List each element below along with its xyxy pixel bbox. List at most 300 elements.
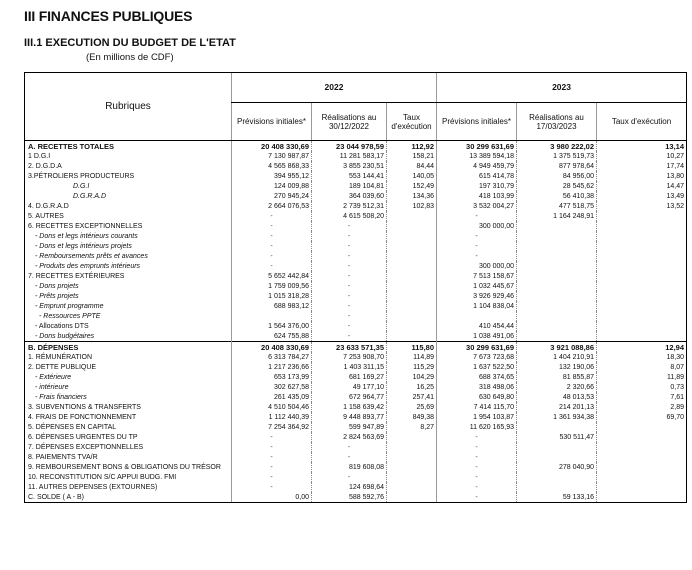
row-label: - Emprunt programme	[25, 301, 232, 311]
table-cell: 477 518,75	[517, 201, 597, 211]
row-label: 8. PAIEMENTS TVA/R	[25, 452, 232, 462]
col-header: Prévisions initiales*	[232, 103, 312, 141]
rubriques-header: Rubriques	[25, 73, 232, 141]
row-label: - intérieure	[25, 382, 232, 392]
table-cell	[517, 482, 597, 492]
table-row	[25, 492, 687, 503]
table-cell	[517, 311, 597, 321]
table-cell: 189 104,81	[312, 181, 387, 191]
table-row	[25, 432, 687, 442]
table-cell: 630 649,80	[437, 392, 517, 402]
row-label: 1 D.G.I	[25, 151, 232, 161]
table-cell: -	[312, 291, 387, 301]
table-cell: 257,41	[387, 392, 437, 402]
table-cell	[597, 211, 687, 221]
table-cell	[517, 422, 597, 432]
table-row	[25, 151, 687, 161]
table-cell: 114,89	[387, 352, 437, 362]
row-label: 10. RECONSTITUTION S/C APPUI BUDG. FMI	[25, 472, 232, 482]
table-cell: -	[437, 251, 517, 261]
table-cell: 8,07	[597, 362, 687, 372]
table-cell: -	[312, 241, 387, 251]
table-cell: 112,92	[387, 141, 437, 152]
table-cell: 5 652 442,84	[232, 271, 312, 281]
row-label: 5. DÉPENSES EN CAPITAL	[25, 422, 232, 432]
table-row	[25, 362, 687, 372]
table-cell: 124 009,88	[232, 181, 312, 191]
table-cell: -	[312, 221, 387, 231]
table-cell	[387, 211, 437, 221]
table-cell: 7 673 723,68	[437, 352, 517, 362]
table-cell: 1 164 248,91	[517, 211, 597, 221]
table-cell: 158,21	[387, 151, 437, 161]
row-label: - Dons budgétaires	[25, 331, 232, 342]
table-cell: 1 361 934,38	[517, 412, 597, 422]
table-cell: 1 759 009,56	[232, 281, 312, 291]
table-cell: 2,89	[597, 402, 687, 412]
row-label: - Frais financiers	[25, 392, 232, 402]
table-cell	[597, 442, 687, 452]
table-body	[25, 141, 687, 503]
table-cell: 553 144,41	[312, 171, 387, 181]
table-cell: 3 980 222,02	[517, 141, 597, 152]
table-cell: 819 608,08	[312, 462, 387, 472]
col-header: Taux d'exécution	[597, 103, 687, 141]
table-cell	[517, 251, 597, 261]
table-cell: 1 375 519,73	[517, 151, 597, 161]
table-cell: 9 448 893,77	[312, 412, 387, 422]
table-cell	[387, 452, 437, 462]
table-cell: 681 169,27	[312, 372, 387, 382]
table-cell: 30 299 631,69	[437, 342, 517, 353]
table-row	[25, 221, 687, 231]
table-cell	[517, 452, 597, 462]
table-cell: 849,38	[387, 412, 437, 422]
row-label: - Ressources PPTE	[25, 311, 232, 321]
table-cell: -	[312, 331, 387, 342]
table-cell: 2 664 076,53	[232, 201, 312, 211]
table-cell	[387, 251, 437, 261]
table-cell	[597, 321, 687, 331]
table-cell: 59 133,16	[517, 492, 597, 503]
table-cell: 302 627,58	[232, 382, 312, 392]
table-row	[25, 171, 687, 181]
table-cell	[597, 251, 687, 261]
table-cell: 30 299 631,69	[437, 141, 517, 152]
table-cell	[387, 321, 437, 331]
table-cell: -	[437, 482, 517, 492]
table-cell: -	[312, 271, 387, 281]
table-cell: -	[232, 251, 312, 261]
table-cell	[517, 291, 597, 301]
table-row	[25, 482, 687, 492]
table-cell	[597, 492, 687, 503]
table-cell	[597, 241, 687, 251]
table-cell: 13,49	[597, 191, 687, 201]
table-cell	[597, 291, 687, 301]
table-cell: 102,83	[387, 201, 437, 211]
col-header: Réalisations au 30/12/2022	[312, 103, 387, 141]
row-label: 3.PÉTROLIERS PRODUCTEURS	[25, 171, 232, 181]
row-label: 2. DETTE PUBLIQUE	[25, 362, 232, 372]
table-cell	[387, 472, 437, 482]
row-label: C. SOLDE ( A - B)	[25, 492, 232, 503]
table-cell: 588 592,76	[312, 492, 387, 503]
table-cell: 3 855 230,51	[312, 161, 387, 171]
table-cell	[387, 241, 437, 251]
table-cell: -	[312, 452, 387, 462]
table-cell: 653 173,99	[232, 372, 312, 382]
table-cell: 0,73	[597, 382, 687, 392]
year-header-2023: 2023	[437, 73, 687, 103]
table-cell: 134,36	[387, 191, 437, 201]
table-row	[25, 301, 687, 311]
table-cell: -	[437, 231, 517, 241]
table-row	[25, 251, 687, 261]
table-cell: 49 177,10	[312, 382, 387, 392]
col-header: Réalisations au 17/03/2023	[517, 103, 597, 141]
table-cell: 16,25	[387, 382, 437, 392]
table-cell	[597, 271, 687, 281]
table-cell: 20 408 330,69	[232, 342, 312, 353]
table-cell	[597, 281, 687, 291]
table-cell: -	[232, 221, 312, 231]
table-row	[25, 372, 687, 382]
table-cell: 17,74	[597, 161, 687, 171]
table-row	[25, 422, 687, 432]
table-cell: 2 320,66	[517, 382, 597, 392]
table-cell: 688 983,12	[232, 301, 312, 311]
table-cell: 278 040,90	[517, 462, 597, 472]
table-cell: 1 015 318,28	[232, 291, 312, 301]
row-label: 3. SUBVENTIONS & TRANSFERTS	[25, 402, 232, 412]
row-label: 11. AUTRES DEPENSES (EXTOURNES)	[25, 482, 232, 492]
table-cell: 3 926 929,46	[437, 291, 517, 301]
table-cell: 1 104 838,04	[437, 301, 517, 311]
row-label: 7. RECETTES EXTÉRIEURES	[25, 271, 232, 281]
table-row	[25, 342, 687, 353]
table-cell: 7 130 987,87	[232, 151, 312, 161]
table-cell: 8,27	[387, 422, 437, 432]
table-cell	[437, 311, 517, 321]
table-cell	[597, 422, 687, 432]
table-cell: 672 964,77	[312, 392, 387, 402]
table-cell: 1 637 522,50	[437, 362, 517, 372]
table-cell: 10,27	[597, 151, 687, 161]
table-cell: 132 190,06	[517, 362, 597, 372]
row-label: B. DÉPENSES	[25, 342, 232, 353]
table-cell	[387, 271, 437, 281]
table-cell	[517, 241, 597, 251]
table-row	[25, 331, 687, 342]
table-cell: -	[232, 482, 312, 492]
table-cell	[517, 221, 597, 231]
table-row	[25, 241, 687, 251]
row-label: - Dons et legs intérieurs projets	[25, 241, 232, 251]
table-cell	[387, 432, 437, 442]
table-row	[25, 231, 687, 241]
row-label: 5. AUTRES	[25, 211, 232, 221]
row-label: 6. RECETTES EXCEPTIONNELLES	[25, 221, 232, 231]
table-cell: 1 032 445,67	[437, 281, 517, 291]
row-label: 6. DÉPENSES URGENTES DU TP	[25, 432, 232, 442]
table-cell	[387, 231, 437, 241]
table-cell: 6 313 784,27	[232, 352, 312, 362]
table-cell: 1 038 491,06	[437, 331, 517, 342]
table-cell: -	[437, 452, 517, 462]
row-label: - Extérieure	[25, 372, 232, 382]
table-cell: 115,29	[387, 362, 437, 372]
table-cell	[597, 462, 687, 472]
table-cell: 7 254 364,92	[232, 422, 312, 432]
table-cell: -	[312, 321, 387, 331]
table-cell: 20 408 330,69	[232, 141, 312, 152]
budget-table	[24, 72, 687, 503]
table-cell	[387, 482, 437, 492]
table-cell: 13,80	[597, 171, 687, 181]
table-cell: 624 755,88	[232, 331, 312, 342]
table-cell: 124 698,64	[312, 482, 387, 492]
table-cell: -	[312, 261, 387, 271]
table-row	[25, 392, 687, 402]
table-cell: 13,14	[597, 141, 687, 152]
table-cell: -	[232, 472, 312, 482]
table-cell: 56 410,38	[517, 191, 597, 201]
table-cell: 1 404 210,91	[517, 352, 597, 362]
table-cell: 1 564 376,00	[232, 321, 312, 331]
table-cell: -	[232, 231, 312, 241]
table-cell	[517, 442, 597, 452]
table-cell: -	[312, 472, 387, 482]
table-cell: 48 013,53	[517, 392, 597, 402]
table-row	[25, 311, 687, 321]
table-row	[25, 191, 687, 201]
table-cell: 3 532 004,27	[437, 201, 517, 211]
table-cell: -	[312, 301, 387, 311]
table-cell	[597, 482, 687, 492]
table-cell: 7 414 115,70	[437, 402, 517, 412]
table-cell	[517, 301, 597, 311]
table-cell: 300 000,00	[437, 221, 517, 231]
table-cell: 318 498,06	[437, 382, 517, 392]
table-cell: 4 615 508,20	[312, 211, 387, 221]
table-cell: 877 978,64	[517, 161, 597, 171]
table-cell: 688 374,65	[437, 372, 517, 382]
table-cell: 3 921 088,86	[517, 342, 597, 353]
table-row	[25, 291, 687, 301]
year-header-2022: 2022	[232, 73, 437, 103]
table-cell	[597, 472, 687, 482]
row-label: A. RECETTES TOTALES	[25, 141, 232, 152]
table-cell	[517, 331, 597, 342]
table-cell: 12,94	[597, 342, 687, 353]
table-cell: -	[312, 442, 387, 452]
table-cell: -	[312, 311, 387, 321]
table-cell	[597, 221, 687, 231]
table-cell: 599 947,89	[312, 422, 387, 432]
table-cell: 7,61	[597, 392, 687, 402]
col-header: Prévisions initiales*	[437, 103, 517, 141]
row-label: 1. RÉMUNÉRATION	[25, 352, 232, 362]
table-cell: 140,05	[387, 171, 437, 181]
table-cell	[387, 442, 437, 452]
table-cell: -	[232, 261, 312, 271]
table-cell: 25,69	[387, 402, 437, 412]
table-row	[25, 141, 687, 152]
table-cell: -	[437, 432, 517, 442]
table-cell	[597, 311, 687, 321]
table-cell: -	[437, 442, 517, 452]
section-title: III FINANCES PUBLIQUES	[24, 8, 193, 24]
row-label: 7. DÉPENSES EXCEPTIONNELLES	[25, 442, 232, 452]
table-cell: 270 945,24	[232, 191, 312, 201]
table-cell: 615 414,78	[437, 171, 517, 181]
table-cell: 1 158 639,42	[312, 402, 387, 412]
row-label: - Allocations DTS	[25, 321, 232, 331]
row-label: - Remboursements prêts et avances	[25, 251, 232, 261]
table-cell: 2 824 563,69	[312, 432, 387, 442]
unit-note: (En millions de CDF)	[86, 52, 174, 63]
table-cell: 104,29	[387, 372, 437, 382]
table-row	[25, 161, 687, 171]
table-cell	[387, 281, 437, 291]
table-cell: -	[437, 492, 517, 503]
table-cell: 1 403 311,15	[312, 362, 387, 372]
table-cell	[517, 261, 597, 271]
table-row	[25, 211, 687, 221]
table-row	[25, 402, 687, 412]
table-cell: 13 389 594,18	[437, 151, 517, 161]
table-cell: 11 620 165,93	[437, 422, 517, 432]
table-cell: 11,89	[597, 372, 687, 382]
table-cell	[387, 462, 437, 472]
table-cell: 394 955,12	[232, 171, 312, 181]
row-label: - Produits des emprunts intérieurs	[25, 261, 232, 271]
table-cell: -	[312, 251, 387, 261]
table-cell: 23 044 978,59	[312, 141, 387, 152]
table-row	[25, 412, 687, 422]
table-cell	[387, 311, 437, 321]
row-label: - Dons et legs intérieurs courants	[25, 231, 232, 241]
table-cell	[517, 271, 597, 281]
table-cell: 7 253 908,70	[312, 352, 387, 362]
table-cell	[597, 331, 687, 342]
table-cell: 1 112 440,39	[232, 412, 312, 422]
table-row	[25, 472, 687, 482]
table-cell	[387, 301, 437, 311]
table-cell: 14,47	[597, 181, 687, 191]
table-row	[25, 352, 687, 362]
table-cell: -	[437, 462, 517, 472]
table-cell: 530 511,47	[517, 432, 597, 442]
table-cell	[517, 321, 597, 331]
table-cell: -	[232, 241, 312, 251]
table-cell	[597, 452, 687, 462]
table-row	[25, 271, 687, 281]
table-cell: 11 281 583,17	[312, 151, 387, 161]
row-label: D.G.I	[25, 181, 232, 191]
table-row	[25, 201, 687, 211]
table-cell	[517, 472, 597, 482]
table-cell	[387, 492, 437, 503]
table-cell: 7 513 158,67	[437, 271, 517, 281]
row-label: - Prêts projets	[25, 291, 232, 301]
table-row	[25, 442, 687, 452]
table-cell: 1 954 103,87	[437, 412, 517, 422]
table-cell: 23 633 571,35	[312, 342, 387, 353]
table-cell: 13,52	[597, 201, 687, 211]
table-cell	[387, 221, 437, 231]
table-cell	[387, 331, 437, 342]
col-header: Taux d'exécution	[387, 103, 437, 141]
table-cell: 4 949 459,79	[437, 161, 517, 171]
table-row	[25, 321, 687, 331]
table-cell	[597, 301, 687, 311]
row-label: 9. REMBOURSEMENT BONS & OBLIGATIONS DU TRÉSOR	[25, 462, 232, 472]
row-label: - Dons projets	[25, 281, 232, 291]
table-cell: 4 510 504,46	[232, 402, 312, 412]
table-cell	[597, 231, 687, 241]
table-cell: -	[437, 241, 517, 251]
table-row	[25, 181, 687, 191]
table-cell	[597, 261, 687, 271]
table-cell: 152,49	[387, 181, 437, 191]
table-cell: 261 435,09	[232, 392, 312, 402]
table-cell: 364 039,60	[312, 191, 387, 201]
row-label: 4. D.G.R.A.D	[25, 201, 232, 211]
table-cell: -	[312, 231, 387, 241]
table-cell: 84 956,00	[517, 171, 597, 181]
table-cell: 1 217 236,66	[232, 362, 312, 372]
table-cell: -	[312, 281, 387, 291]
row-label: 4. FRAIS DE FONCTIONNEMENT	[25, 412, 232, 422]
table-cell: -	[232, 442, 312, 452]
table-cell: 4 565 868,33	[232, 161, 312, 171]
table-cell: 0,00	[232, 492, 312, 503]
table-cell: -	[232, 452, 312, 462]
table-cell: -	[437, 472, 517, 482]
table-cell: -	[232, 432, 312, 442]
table-cell: 115,80	[387, 342, 437, 353]
table-cell: 18,30	[597, 352, 687, 362]
table-cell: 81 855,87	[517, 372, 597, 382]
table-cell: -	[232, 462, 312, 472]
table-row	[25, 261, 687, 271]
table-cell	[387, 261, 437, 271]
table-cell	[517, 231, 597, 241]
row-label: D.G.R.A.D	[25, 191, 232, 201]
row-label: 2. D.G.D.A	[25, 161, 232, 171]
table-cell	[232, 311, 312, 321]
table-cell	[387, 291, 437, 301]
table-row	[25, 382, 687, 392]
table-cell: 410 454,44	[437, 321, 517, 331]
table-row	[25, 281, 687, 291]
table-cell: 84,44	[387, 161, 437, 171]
table-cell: 28 545,62	[517, 181, 597, 191]
table-cell: 69,70	[597, 412, 687, 422]
table-cell: 300 000,00	[437, 261, 517, 271]
table-cell: 418 103,99	[437, 191, 517, 201]
table-row	[25, 452, 687, 462]
table-cell: -	[232, 211, 312, 221]
table-cell: 197 310,79	[437, 181, 517, 191]
table-cell	[597, 432, 687, 442]
table-cell: 2 739 512,31	[312, 201, 387, 211]
table-row	[25, 462, 687, 472]
table-cell: 214 201,13	[517, 402, 597, 412]
table-cell	[517, 281, 597, 291]
